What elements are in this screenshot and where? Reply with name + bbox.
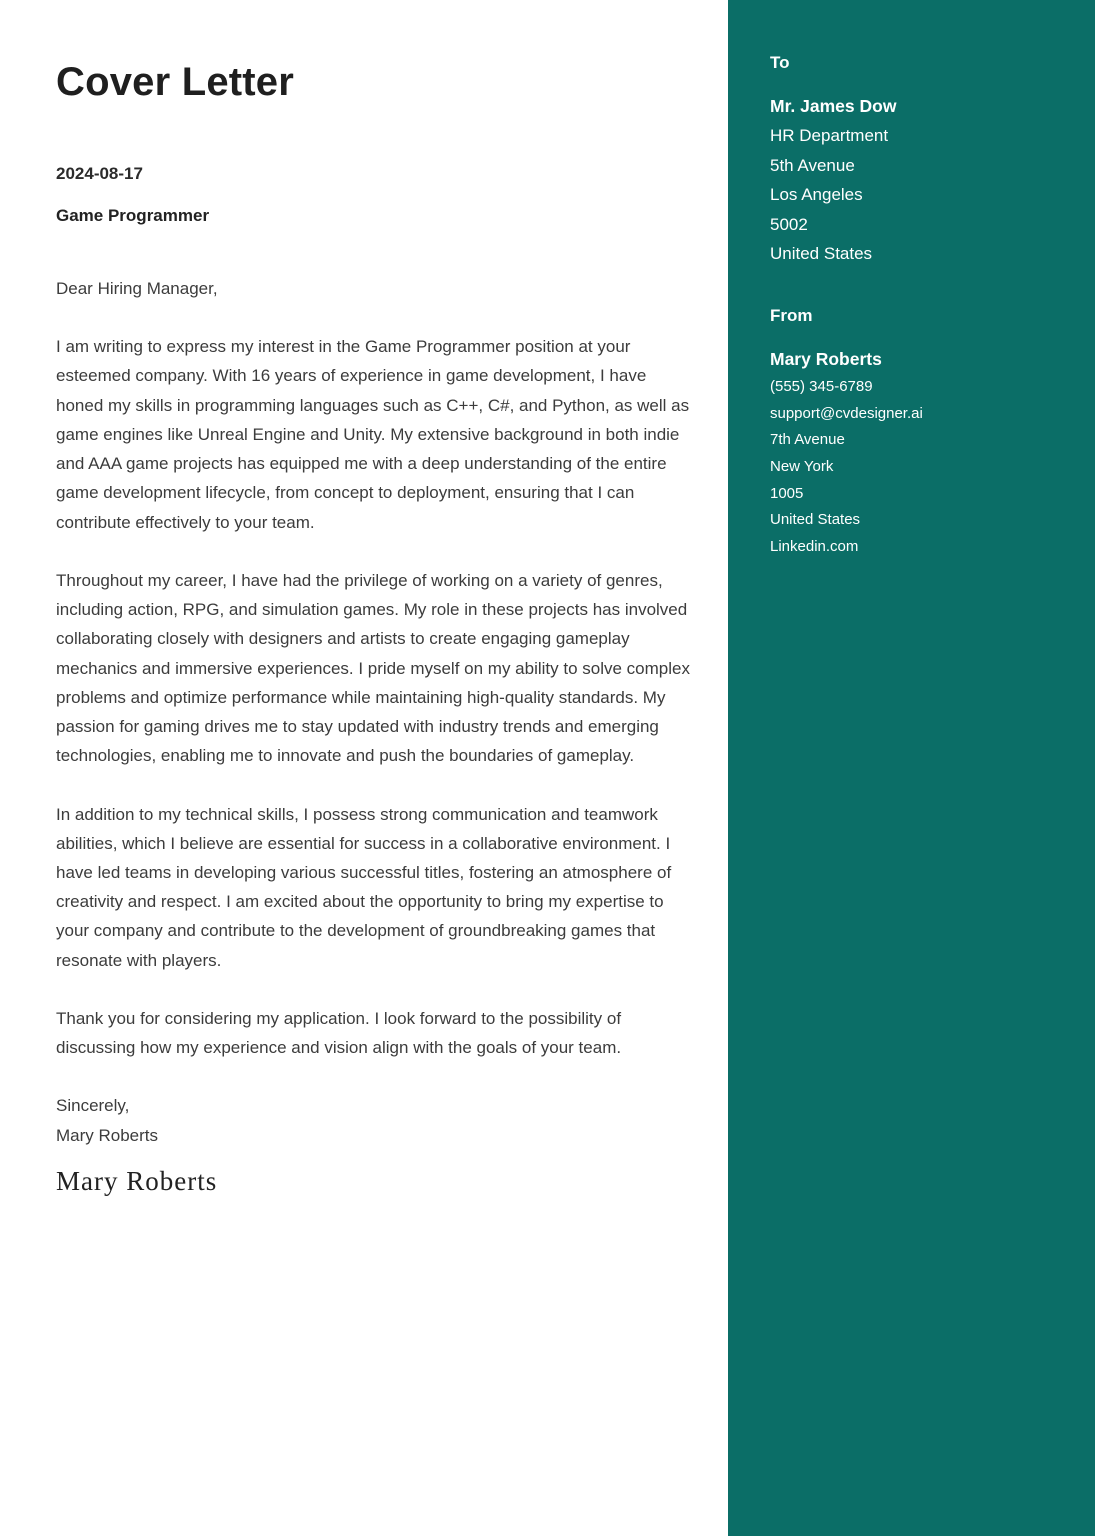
letter-paragraph: Thank you for considering my application. I look forward to the possibility of discussing how my experience and vision align with the goals of your team. <box>56 1008 622 1058</box>
contact-sidebar <box>728 0 1095 1536</box>
page-title: Cover Letter <box>56 60 295 104</box>
from-label: From <box>770 305 813 325</box>
letter-paragraph: In addition to my technical skills, I possess strong communication and teamwork abilities, which I believe are essential for success in a collaborative environment. I have led teams in developing various successful titles, fostering an atmosphere of creativity and respect. I am excited about the opportunity to bring my expertise to your company and contribute to the development of groundbreaking games that resonate with players. <box>56 804 672 970</box>
recipient-country: United States <box>770 244 873 264</box>
recipient-street: 5th Avenue <box>770 155 855 175</box>
to-label: To <box>770 53 790 72</box>
job-title: Game Programmer <box>56 206 210 225</box>
recipient-city: Los Angeles <box>770 185 863 205</box>
sender-city: New York <box>770 458 834 476</box>
from-section <box>770 305 1065 561</box>
sender-name: Mary Roberts <box>770 348 882 369</box>
sender-linkedin: Linkedin.com <box>770 538 859 556</box>
closing-block <box>56 1091 692 1149</box>
letter-paragraph: I am writing to express my interest in the Game Programmer position at your esteemed company. With 16 years of experience in game development, I have honed my skills in programming languages such as C++, C#, and Python, as well as game engines like Unreal Engine and Unity. My extensive background in both indie and AAA game projects has equipped me with a deep understanding of the entire game development lifecycle, from concept to deployment, ensuring that I can contribute effectively to your team. <box>56 337 690 532</box>
salutation: Dear Hiring Manager, <box>56 279 218 298</box>
recipient-name: Mr. James Dow <box>770 96 897 117</box>
sender-email: support@cvdesigner.ai <box>770 404 923 422</box>
to-section <box>770 52 1065 269</box>
closing-name: Mary Roberts <box>56 1125 159 1145</box>
sender-country: United States <box>770 511 861 529</box>
signature: Mary Roberts <box>56 1165 218 1196</box>
sender-postal-code: 1005 <box>770 484 804 502</box>
sender-phone: (555) 345-6789 <box>770 378 873 395</box>
letter-date: 2024-08-17 <box>56 164 143 183</box>
recipient-department: HR Department <box>770 126 889 146</box>
closing-valediction: Sincerely, <box>56 1096 130 1116</box>
letter-paragraph: Throughout my career, I have had the privilege of working on a variety of genres, including action, RPG, and simulation games. My role in these projects has involved collaborating closely with designers and artists to create engaging gameplay mechanics and immersive experiences. I pride myself on my ability to solve complex problems and optimize performance while maintaining high-quality standards. My passion for gaming drives me to stay updated with industry trends and emerging technologies, enabling me to innovate and push the boundaries of gameplay. <box>56 570 690 766</box>
recipient-postal-code: 5002 <box>770 214 808 234</box>
sender-street: 7th Avenue <box>770 431 845 449</box>
